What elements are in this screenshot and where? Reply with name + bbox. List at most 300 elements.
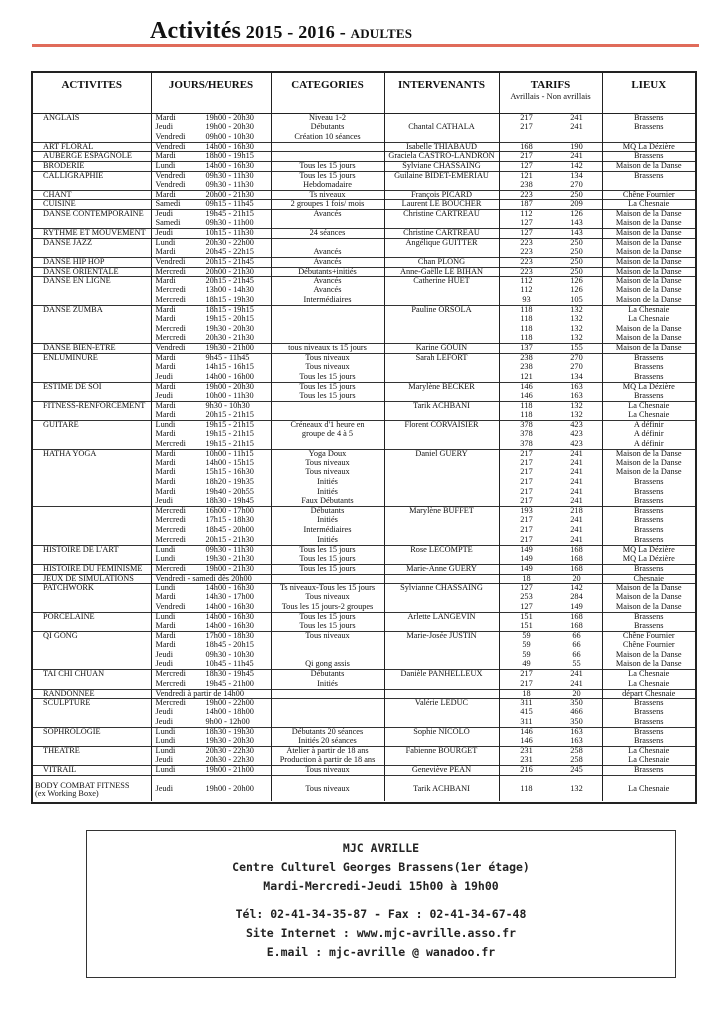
activity-cell <box>33 728 151 738</box>
category-cell <box>271 488 384 498</box>
contact-box <box>86 830 676 978</box>
schedule-cell <box>151 190 271 200</box>
instructor-cell <box>384 488 499 498</box>
price-non-avrillais: 250 <box>570 257 583 266</box>
activity-cell <box>33 190 151 200</box>
price-non-avrillais: 270 <box>570 353 583 362</box>
instructor-name: Laurent LE BOUCHER <box>401 199 482 209</box>
price-avrillais: 238 <box>520 353 533 362</box>
schedule-cell <box>151 641 271 651</box>
table-row <box>33 363 695 373</box>
category-value: Ts niveaux <box>309 190 346 199</box>
category-cell <box>271 315 384 325</box>
time-value: 18h15 - 19h30 <box>205 295 254 304</box>
price-cell <box>499 574 602 584</box>
category-value: Initiés 20 séances <box>298 737 357 746</box>
price-cell <box>499 277 602 287</box>
time-value: 15h15 - 16h30 <box>205 468 254 477</box>
schedule-cell <box>151 689 271 699</box>
instructor-cell <box>384 747 499 757</box>
activity-name: RANDONNEE <box>43 689 95 698</box>
price-cell <box>499 775 602 801</box>
price-avrillais: 18 <box>522 689 531 698</box>
location-value: Chêne Fournier <box>622 641 675 650</box>
schedule-cell <box>151 334 271 344</box>
category-cell <box>271 229 384 239</box>
time-value: 10h45 - 11h45 <box>205 660 254 669</box>
time-value: 20h30 - 22h30 <box>205 756 254 765</box>
location-cell <box>602 305 695 315</box>
price-cell <box>499 478 602 488</box>
category-cell <box>271 392 384 402</box>
price-non-avrillais: 105 <box>570 295 583 304</box>
location-cell <box>602 584 695 594</box>
price-cell <box>499 181 602 191</box>
instructor-name: Chan PLONG <box>417 257 466 266</box>
instructor-cell <box>384 612 499 622</box>
category-cell <box>271 670 384 680</box>
table-row <box>33 603 695 613</box>
activity-name: SOPHROLOGIE <box>43 727 101 736</box>
day-value: Mercredi <box>155 506 186 516</box>
table-row <box>33 584 695 594</box>
price-avrillais: 118 <box>520 401 533 410</box>
schedule-cell <box>151 564 271 574</box>
price-avrillais: 253 <box>520 593 533 602</box>
location-value: Brassens <box>634 612 664 621</box>
category-value: Tous niveaux <box>305 765 350 775</box>
price-non-avrillais: 190 <box>570 142 583 151</box>
schedule-cell <box>151 200 271 210</box>
day-value: Mercredi <box>155 526 186 535</box>
location-cell <box>602 161 695 171</box>
price-cell <box>499 267 602 277</box>
table-row <box>33 305 695 315</box>
schedule-cell <box>151 296 271 306</box>
instructor-name: Valérie LEDUC <box>414 698 469 708</box>
activity-cell <box>33 766 151 776</box>
table-row <box>33 660 695 670</box>
price-avrillais: 18 <box>522 574 531 583</box>
table-row <box>33 478 695 488</box>
price-non-avrillais: 241 <box>570 123 583 132</box>
day-value: Mardi <box>155 276 176 286</box>
activity-cell <box>33 353 151 363</box>
price-non-avrillais: 241 <box>570 487 583 496</box>
price-non-avrillais: 132 <box>570 334 583 343</box>
activity-cell <box>33 459 151 469</box>
instructor-cell <box>384 564 499 574</box>
instructor-cell <box>384 142 499 152</box>
time-value: 14h00 - 18h00 <box>205 708 254 717</box>
location-value: La Chesnaie <box>628 199 670 209</box>
price-non-avrillais: 423 <box>570 439 583 448</box>
price-avrillais: 187 <box>520 199 533 209</box>
time-value: 17h15 - 18h30 <box>205 516 254 525</box>
schedule-cell <box>151 468 271 478</box>
schedule-cell <box>151 449 271 459</box>
instructor-cell <box>384 277 499 287</box>
price-non-avrillais: 241 <box>570 535 583 544</box>
activity-cell <box>33 584 151 594</box>
location-cell <box>602 238 695 248</box>
opening-hours: Mardi-Mercredi-Jeudi 15h00 à 19h00 <box>263 879 499 893</box>
table-row <box>33 670 695 680</box>
schedule-cell <box>151 699 271 709</box>
price-non-avrillais: 66 <box>572 631 581 641</box>
schedule-cell <box>151 430 271 440</box>
table-row <box>33 574 695 584</box>
price-avrillais: 118 <box>520 334 533 343</box>
activity-cell <box>33 171 151 181</box>
table-row <box>33 680 695 690</box>
price-cell <box>499 641 602 651</box>
location-value: Brassens <box>634 487 664 496</box>
price-cell <box>499 142 602 152</box>
price-avrillais: 127 <box>520 228 533 238</box>
instructor-cell <box>384 641 499 651</box>
price-avrillais: 217 <box>520 113 533 122</box>
category-value: Tous niveaux <box>305 593 350 602</box>
location-cell <box>602 632 695 642</box>
table-row <box>33 209 695 219</box>
activity-name: ART FLORAL <box>43 142 94 151</box>
category-cell <box>271 775 384 801</box>
day-value: Mercredi <box>155 334 186 343</box>
time-value: 20h15 - 21h15 <box>205 410 254 419</box>
instructor-name: Geneviève PEAN <box>411 765 472 775</box>
category-value: Initiés <box>317 535 338 544</box>
table-row <box>33 756 695 766</box>
price-non-avrillais: 132 <box>570 401 583 410</box>
location-cell <box>602 488 695 498</box>
location-cell <box>602 536 695 546</box>
category-value: Initiés <box>317 478 338 487</box>
location-value: Maison de la Danse <box>615 458 682 467</box>
price-cell <box>499 622 602 632</box>
table-row <box>33 449 695 459</box>
category-cell <box>271 593 384 603</box>
location-cell <box>602 123 695 133</box>
price-avrillais: 378 <box>520 420 533 429</box>
category-value: Avancés <box>313 286 342 295</box>
price-cell <box>499 497 602 507</box>
category-cell <box>271 680 384 690</box>
location-value: Brassens <box>634 506 664 516</box>
location-value: Maison de la Danse <box>615 602 682 611</box>
schedule-cell <box>151 488 271 498</box>
time-value: 18h30 - 19h30 <box>205 727 254 736</box>
instructor-cell <box>384 344 499 354</box>
price-cell <box>499 737 602 747</box>
category-cell <box>271 728 384 738</box>
day-value: Jeudi <box>155 209 174 218</box>
category-cell <box>271 305 384 315</box>
time-value: 09h30 - 11h00 <box>205 219 254 228</box>
activity-cell <box>33 161 151 171</box>
time-value: 19h45 - 21h00 <box>205 679 254 688</box>
instructor-cell <box>384 315 499 325</box>
activity-cell <box>33 622 151 632</box>
category-value: Avancés <box>313 209 342 218</box>
col-jours: JOURS/HEURES <box>151 73 271 114</box>
location-value: Brassens <box>634 362 664 371</box>
time-value: 20h15 - 21h30 <box>205 535 254 544</box>
activity-name: DANSE HIP HOP <box>43 257 105 266</box>
price-cell <box>499 133 602 143</box>
activity-cell <box>33 219 151 229</box>
price-non-avrillais: 149 <box>570 602 583 611</box>
day-value: Mardi <box>155 487 176 496</box>
price-avrillais: 127 <box>520 161 533 170</box>
location-cell <box>602 325 695 335</box>
address: Centre Culturel Georges Brassens(1er étage) <box>232 860 530 874</box>
price-avrillais: 223 <box>520 267 533 276</box>
page-title: Activités 2015 - 2016 - ADULTES <box>150 18 413 44</box>
category-value: Tous niveaux <box>305 458 350 467</box>
instructor-cell <box>384 593 499 603</box>
time-value: 09h15 - 11h45 <box>205 199 254 209</box>
table-row <box>33 325 695 335</box>
activity-cell <box>33 660 151 670</box>
category-cell <box>271 171 384 181</box>
table-row <box>33 334 695 344</box>
price-avrillais: 112 <box>520 286 533 295</box>
activity-name: PORCELAINE <box>43 612 95 621</box>
price-non-avrillais: 241 <box>570 113 583 122</box>
instructor-cell <box>384 478 499 488</box>
instructor-cell <box>384 689 499 699</box>
table-row <box>33 708 695 718</box>
price-non-avrillais: 143 <box>570 219 583 228</box>
instructor-cell <box>384 219 499 229</box>
location-cell <box>602 555 695 565</box>
day-value: Vendredi <box>155 343 186 353</box>
time-value: 18h45 - 20h15 <box>205 641 254 650</box>
category-value: Tous les 15 jours <box>299 554 356 563</box>
schedule-cell <box>151 392 271 402</box>
time-value: 20h00 - 21h30 <box>205 190 254 199</box>
price-non-avrillais: 163 <box>570 727 583 736</box>
price-non-avrillais: 258 <box>570 746 583 756</box>
price-non-avrillais: 132 <box>570 314 583 323</box>
col-intervenants: INTERVENANTS <box>384 73 499 114</box>
price-cell <box>499 171 602 181</box>
category-value: Création 10 séances <box>294 132 361 141</box>
category-value: Tous niveaux <box>305 353 350 362</box>
category-cell <box>271 440 384 450</box>
category-cell <box>271 411 384 421</box>
day-value: Lundi <box>155 737 176 746</box>
time-value: 19h15 - 21h15 <box>205 439 254 448</box>
table-row <box>33 161 695 171</box>
table-row <box>33 459 695 469</box>
schedule-cell <box>151 497 271 507</box>
price-avrillais: 378 <box>520 430 533 439</box>
category-cell <box>271 353 384 363</box>
day-value: Mercredi <box>155 669 186 679</box>
time-value: 19h30 - 20h30 <box>205 324 254 333</box>
location-value: Chesnaie <box>633 574 664 583</box>
location-cell <box>602 392 695 402</box>
price-avrillais: 151 <box>520 621 533 630</box>
instructor-cell <box>384 248 499 258</box>
activity-cell <box>33 286 151 296</box>
time-value: 14h00 - 16h30 <box>205 583 254 593</box>
price-cell <box>499 190 602 200</box>
table-row <box>33 296 695 306</box>
category-value: Débutants <box>310 506 345 516</box>
location-value: Maison de la Danse <box>615 209 682 218</box>
price-non-avrillais: 241 <box>570 458 583 467</box>
location-cell <box>602 200 695 210</box>
activity-name: BRODERIE <box>43 161 85 170</box>
table-row <box>33 593 695 603</box>
activity-name: CALLIGRAPHIE <box>43 171 104 180</box>
time-value: 09h30 - 11h30 <box>205 180 254 189</box>
activity-cell <box>33 737 151 747</box>
category-cell <box>271 516 384 526</box>
price-avrillais: 217 <box>520 669 533 679</box>
instructor-cell <box>384 296 499 306</box>
location-cell <box>602 718 695 728</box>
activity-cell <box>33 612 151 622</box>
location-value: Brassens <box>634 621 664 630</box>
instructor-name: Tarik ACHBANI <box>413 783 470 793</box>
price-non-avrillais: 241 <box>570 468 583 477</box>
price-cell <box>499 114 602 124</box>
schedule-cell <box>151 660 271 670</box>
day-value: Mardi <box>155 458 176 467</box>
activity-name: ESTIME DE SOI <box>43 382 102 391</box>
price-non-avrillais: 163 <box>570 737 583 746</box>
table-row <box>33 632 695 642</box>
location-cell <box>602 382 695 392</box>
table-row <box>33 229 695 239</box>
time-value: 14h15 - 16h15 <box>205 362 254 371</box>
activity-cell <box>33 708 151 718</box>
price-avrillais: 217 <box>520 151 533 161</box>
activity-name: BODY COMBAT FITNESS <box>35 780 130 790</box>
time-value: 18h45 - 20h00 <box>205 526 254 535</box>
activity-name: JEUX DE SIMULATIONS <box>43 574 134 583</box>
activity-name: DANSE ORIENTALE <box>43 267 119 276</box>
time-value: 09h30 - 10h30 <box>205 650 254 659</box>
activity-name: AUBERGE ESPAGNOLE <box>43 151 132 161</box>
category-cell <box>271 161 384 171</box>
day-value: Vendredi - samedi dès 20h00 <box>155 574 252 583</box>
time-value: 19h00 - 20h30 <box>205 382 254 391</box>
instructor-cell <box>384 718 499 728</box>
price-non-avrillais: 241 <box>570 449 583 458</box>
location-value: Brassens <box>634 564 664 573</box>
price-cell <box>499 564 602 574</box>
activity-cell <box>33 296 151 306</box>
category-value: Tous les 15 jours <box>299 564 356 573</box>
time-value: 20h30 - 22h30 <box>205 746 254 756</box>
category-value: Tous les 15 jours <box>299 171 356 180</box>
price-cell <box>499 353 602 363</box>
category-cell <box>271 603 384 613</box>
activity-cell <box>33 229 151 239</box>
price-avrillais: 378 <box>520 439 533 448</box>
table-row <box>33 555 695 565</box>
price-non-avrillais: 132 <box>570 410 583 419</box>
instructor-cell <box>384 334 499 344</box>
time-value: 19h30 - 21h30 <box>205 554 254 563</box>
price-non-avrillais: 250 <box>570 267 583 276</box>
day-value: Mercredi <box>155 698 186 708</box>
category-cell <box>271 114 384 124</box>
time-value: 19h30 - 20h30 <box>205 737 254 746</box>
time-value: 9h45 - 11h45 <box>205 353 250 362</box>
activity-cell <box>33 334 151 344</box>
schedule-cell <box>151 622 271 632</box>
location-value: La Chesnaie <box>628 410 670 419</box>
category-cell <box>271 133 384 143</box>
table-row <box>33 641 695 651</box>
schedule-cell <box>151 344 271 354</box>
activity-cell <box>33 564 151 574</box>
schedule-cell <box>151 516 271 526</box>
time-value: 20h15 - 21h45 <box>205 257 254 266</box>
category-value: 2 groupes 1 fois/ mois <box>290 199 365 209</box>
instructor-cell <box>384 555 499 565</box>
location-value: La Chesnaie <box>628 401 670 410</box>
instructor-cell <box>384 181 499 191</box>
schedule-cell <box>151 632 271 642</box>
table-row <box>33 728 695 738</box>
price-non-avrillais: 168 <box>570 545 583 554</box>
day-value: Mardi <box>155 353 176 362</box>
price-cell <box>499 507 602 517</box>
schedule-cell <box>151 584 271 594</box>
category-cell <box>271 747 384 757</box>
instructor-name: Marie-Anne GUERY <box>406 564 477 573</box>
location-value: A définir <box>633 420 664 429</box>
category-cell <box>271 344 384 354</box>
activity-cell <box>33 440 151 450</box>
instructor-cell <box>384 209 499 219</box>
price-non-avrillais: 168 <box>570 612 583 621</box>
col-categories: CATEGORIES <box>271 73 384 114</box>
location-cell <box>602 756 695 766</box>
org-name: MJC AVRILLE <box>342 841 420 855</box>
location-value: Maison de la Danse <box>615 593 682 602</box>
price-avrillais: 238 <box>520 180 533 189</box>
location-cell <box>602 622 695 632</box>
schedule-cell <box>151 133 271 143</box>
price-cell <box>499 430 602 440</box>
price-avrillais: 217 <box>520 679 533 688</box>
price-avrillais: 149 <box>520 554 533 563</box>
activity-cell <box>33 315 151 325</box>
price-non-avrillais: 466 <box>570 708 583 717</box>
instructor-name: Guilaine BIDET-EMERIAU <box>394 171 489 180</box>
schedule-cell <box>151 229 271 239</box>
website: Site Internet : www.mjc-avrille.asso.fr <box>245 926 517 940</box>
schedule-cell <box>151 440 271 450</box>
location-cell <box>602 277 695 287</box>
location-value: Maison de la Danse <box>615 286 682 295</box>
day-value: Mardi <box>155 113 176 122</box>
activity-name: DANSE CONTEMPORAINE <box>43 209 144 218</box>
category-cell <box>271 766 384 776</box>
schedule-cell <box>151 315 271 325</box>
activity-cell <box>33 555 151 565</box>
instructor-cell <box>384 286 499 296</box>
category-value: Tous les 15 jours <box>299 382 356 391</box>
